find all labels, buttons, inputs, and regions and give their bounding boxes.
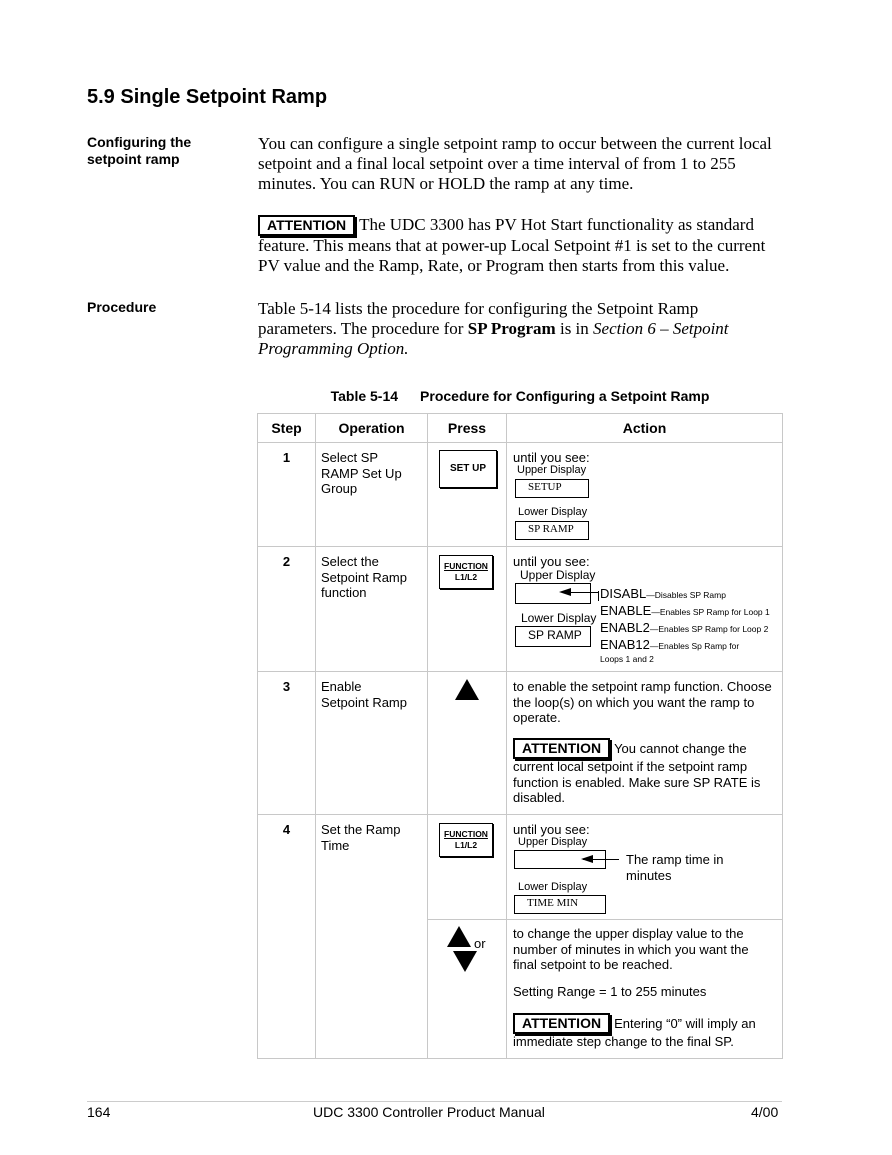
pointer-line <box>569 592 599 593</box>
action-text: until you see: <box>513 450 590 465</box>
option-desc: —Enables SP Ramp for Loop 1 <box>651 607 770 617</box>
press-cell <box>428 443 507 547</box>
option-code: ENABLE <box>600 603 652 618</box>
upper-display-value: SETUP <box>528 481 562 493</box>
action-cell <box>507 672 783 815</box>
para-procedure-text-1: Table 5-14 lists the procedure for configuring the Setpoint Ramp parameters. The procedure for <box>258 299 699 338</box>
action-cell <box>507 815 783 920</box>
ramp-time-note: The ramp time in minutes <box>626 852 724 883</box>
attention-badge: ATTENTION <box>513 1013 610 1034</box>
para-procedure-text-2: is in <box>555 319 594 338</box>
footer-title: UDC 3300 Controller Product Manual <box>313 1104 545 1120</box>
table-caption-number: Table 5-14 <box>330 388 399 404</box>
function-key-button[interactable] <box>439 555 493 589</box>
para-configuring: You can configure a single setpoint ramp to occur between the current local setpoint and a final local setpoint over a time interval of from 1 to 255 minutes. You can RUN or HOLD the ramp at any time. <box>258 134 772 193</box>
option-desc: —Disables SP Ramp <box>646 590 726 600</box>
para-procedure-bold: SP Program <box>467 319 556 338</box>
table-caption <box>258 388 782 404</box>
operation-cell: Select the Setpoint Ramp function <box>316 547 428 672</box>
option-item <box>600 586 780 603</box>
press-cell <box>428 547 507 672</box>
action-text: to enable the setpoint ramp function. Choose the loop(s) on which you want the ramp to operate. <box>513 679 772 725</box>
or-label: or <box>474 936 486 951</box>
upper-display-label: Upper Display <box>518 836 588 848</box>
lower-display-value: SP RAMP <box>528 628 582 642</box>
action-cell <box>507 443 783 547</box>
upper-display-label: Upper Display <box>517 464 587 476</box>
upper-display <box>515 479 589 498</box>
attention-badge: ATTENTION <box>513 738 610 759</box>
function-key-button[interactable] <box>439 823 493 857</box>
upper-display-label: Upper Display <box>520 568 596 582</box>
lower-display-value: TIME MIN <box>527 897 579 909</box>
step-number: 4 <box>258 815 316 1059</box>
press-cell <box>428 672 507 815</box>
action-text: until you see: <box>513 822 590 837</box>
option-item <box>600 620 780 637</box>
header-action: Action <box>507 414 783 443</box>
arrow-left-icon <box>559 588 571 596</box>
lower-display <box>514 895 606 914</box>
table-row <box>258 815 783 920</box>
lower-display-label: Lower Display <box>518 506 588 518</box>
attention-note-text: You cannot change the current local setpoint if the setpoint ramp function is enabled. Make sure SP RATE is disabled. <box>513 741 761 805</box>
procedure-table <box>257 413 783 1059</box>
down-arrow-key-icon[interactable] <box>453 951 477 972</box>
operation-cell: Set the Ramp Time <box>316 815 428 1059</box>
upper-display <box>515 583 591 604</box>
option-code: ENAB12 <box>600 637 650 652</box>
option-item <box>600 637 780 654</box>
lower-display <box>515 521 589 540</box>
para-procedure <box>258 299 763 359</box>
attention-badge: ATTENTION <box>258 215 355 236</box>
up-arrow-key-icon[interactable] <box>447 926 471 947</box>
attention-note-text: Entering “0” will imply an immediate step change to the final SP. <box>513 1016 756 1049</box>
lower-display <box>515 626 591 647</box>
function-key-sublabel: L1/L2 <box>454 840 478 850</box>
lower-display-label: Lower Display <box>521 611 597 625</box>
pointer-line <box>598 591 599 601</box>
page-number: 164 <box>87 1104 111 1120</box>
attention-note <box>513 1013 775 1050</box>
setup-key-button[interactable]: SET UP <box>439 450 497 488</box>
sidehead-configuring: Configuring the setpoint ramp <box>87 134 192 167</box>
arrow-left-icon <box>581 855 593 863</box>
option-desc: —Enables SP Ramp for Loop 2 <box>649 624 769 634</box>
lower-display-label: Lower Display <box>518 881 588 893</box>
footer-date: 4/00 <box>751 1104 779 1120</box>
table-row <box>258 443 783 547</box>
step-number: 1 <box>258 443 316 547</box>
table-row <box>258 547 783 672</box>
para-procedure-italic: Section 6 – Setpoint Programming Option. <box>258 319 729 358</box>
option-code: ENABL2 <box>600 620 650 635</box>
function-key-sublabel: L1/L2 <box>454 572 478 582</box>
table-caption-text: Procedure for Configuring a Setpoint Ramp <box>420 388 710 404</box>
attention-note-text: The UDC 3300 has PV Hot Start functionality as standard feature. This means that at power-up Local Setpoint #1 is set to the current PV value and the Ramp, Rate, or Program then starts from this value. <box>258 215 766 275</box>
action-text: until you see: <box>513 554 590 569</box>
lower-display-value: SP RAMP <box>528 523 574 535</box>
header-step: Step <box>258 414 316 443</box>
option-list <box>600 586 780 665</box>
setting-range: Setting Range = 1 to 255 minutes <box>513 984 707 999</box>
option-desc: —Enables Sp Ramp for <box>649 641 740 651</box>
table-header-row <box>258 414 783 443</box>
action-text: to change the upper display value to the number of minutes in which you want the final setpoint to be reached. <box>513 926 749 972</box>
attention-note <box>513 738 775 806</box>
header-press: Press <box>428 414 507 443</box>
section-title: 5.9 Single Setpoint Ramp <box>87 86 328 108</box>
step-number: 2 <box>258 547 316 672</box>
operation-cell: Select SP RAMP Set Up Group <box>316 443 428 547</box>
footer-divider <box>87 1101 782 1102</box>
sidehead-procedure: Procedure <box>87 299 157 315</box>
operation-cell: Enable Setpoint Ramp <box>316 672 428 815</box>
step-number: 3 <box>258 672 316 815</box>
action-cell <box>507 920 783 1059</box>
header-operation: Operation <box>316 414 428 443</box>
option-item <box>600 603 780 620</box>
attention-note <box>258 215 788 276</box>
function-key-label: FUNCTION <box>444 829 488 839</box>
table-row <box>258 672 783 815</box>
option-desc-cont: Loops 1 and 2 <box>600 654 654 664</box>
up-arrow-key-icon[interactable] <box>455 679 479 700</box>
function-key-label: FUNCTION <box>444 561 488 571</box>
action-cell <box>507 547 783 672</box>
press-cell <box>428 815 507 920</box>
press-cell <box>428 920 507 1059</box>
option-code: DISABL <box>600 586 647 601</box>
